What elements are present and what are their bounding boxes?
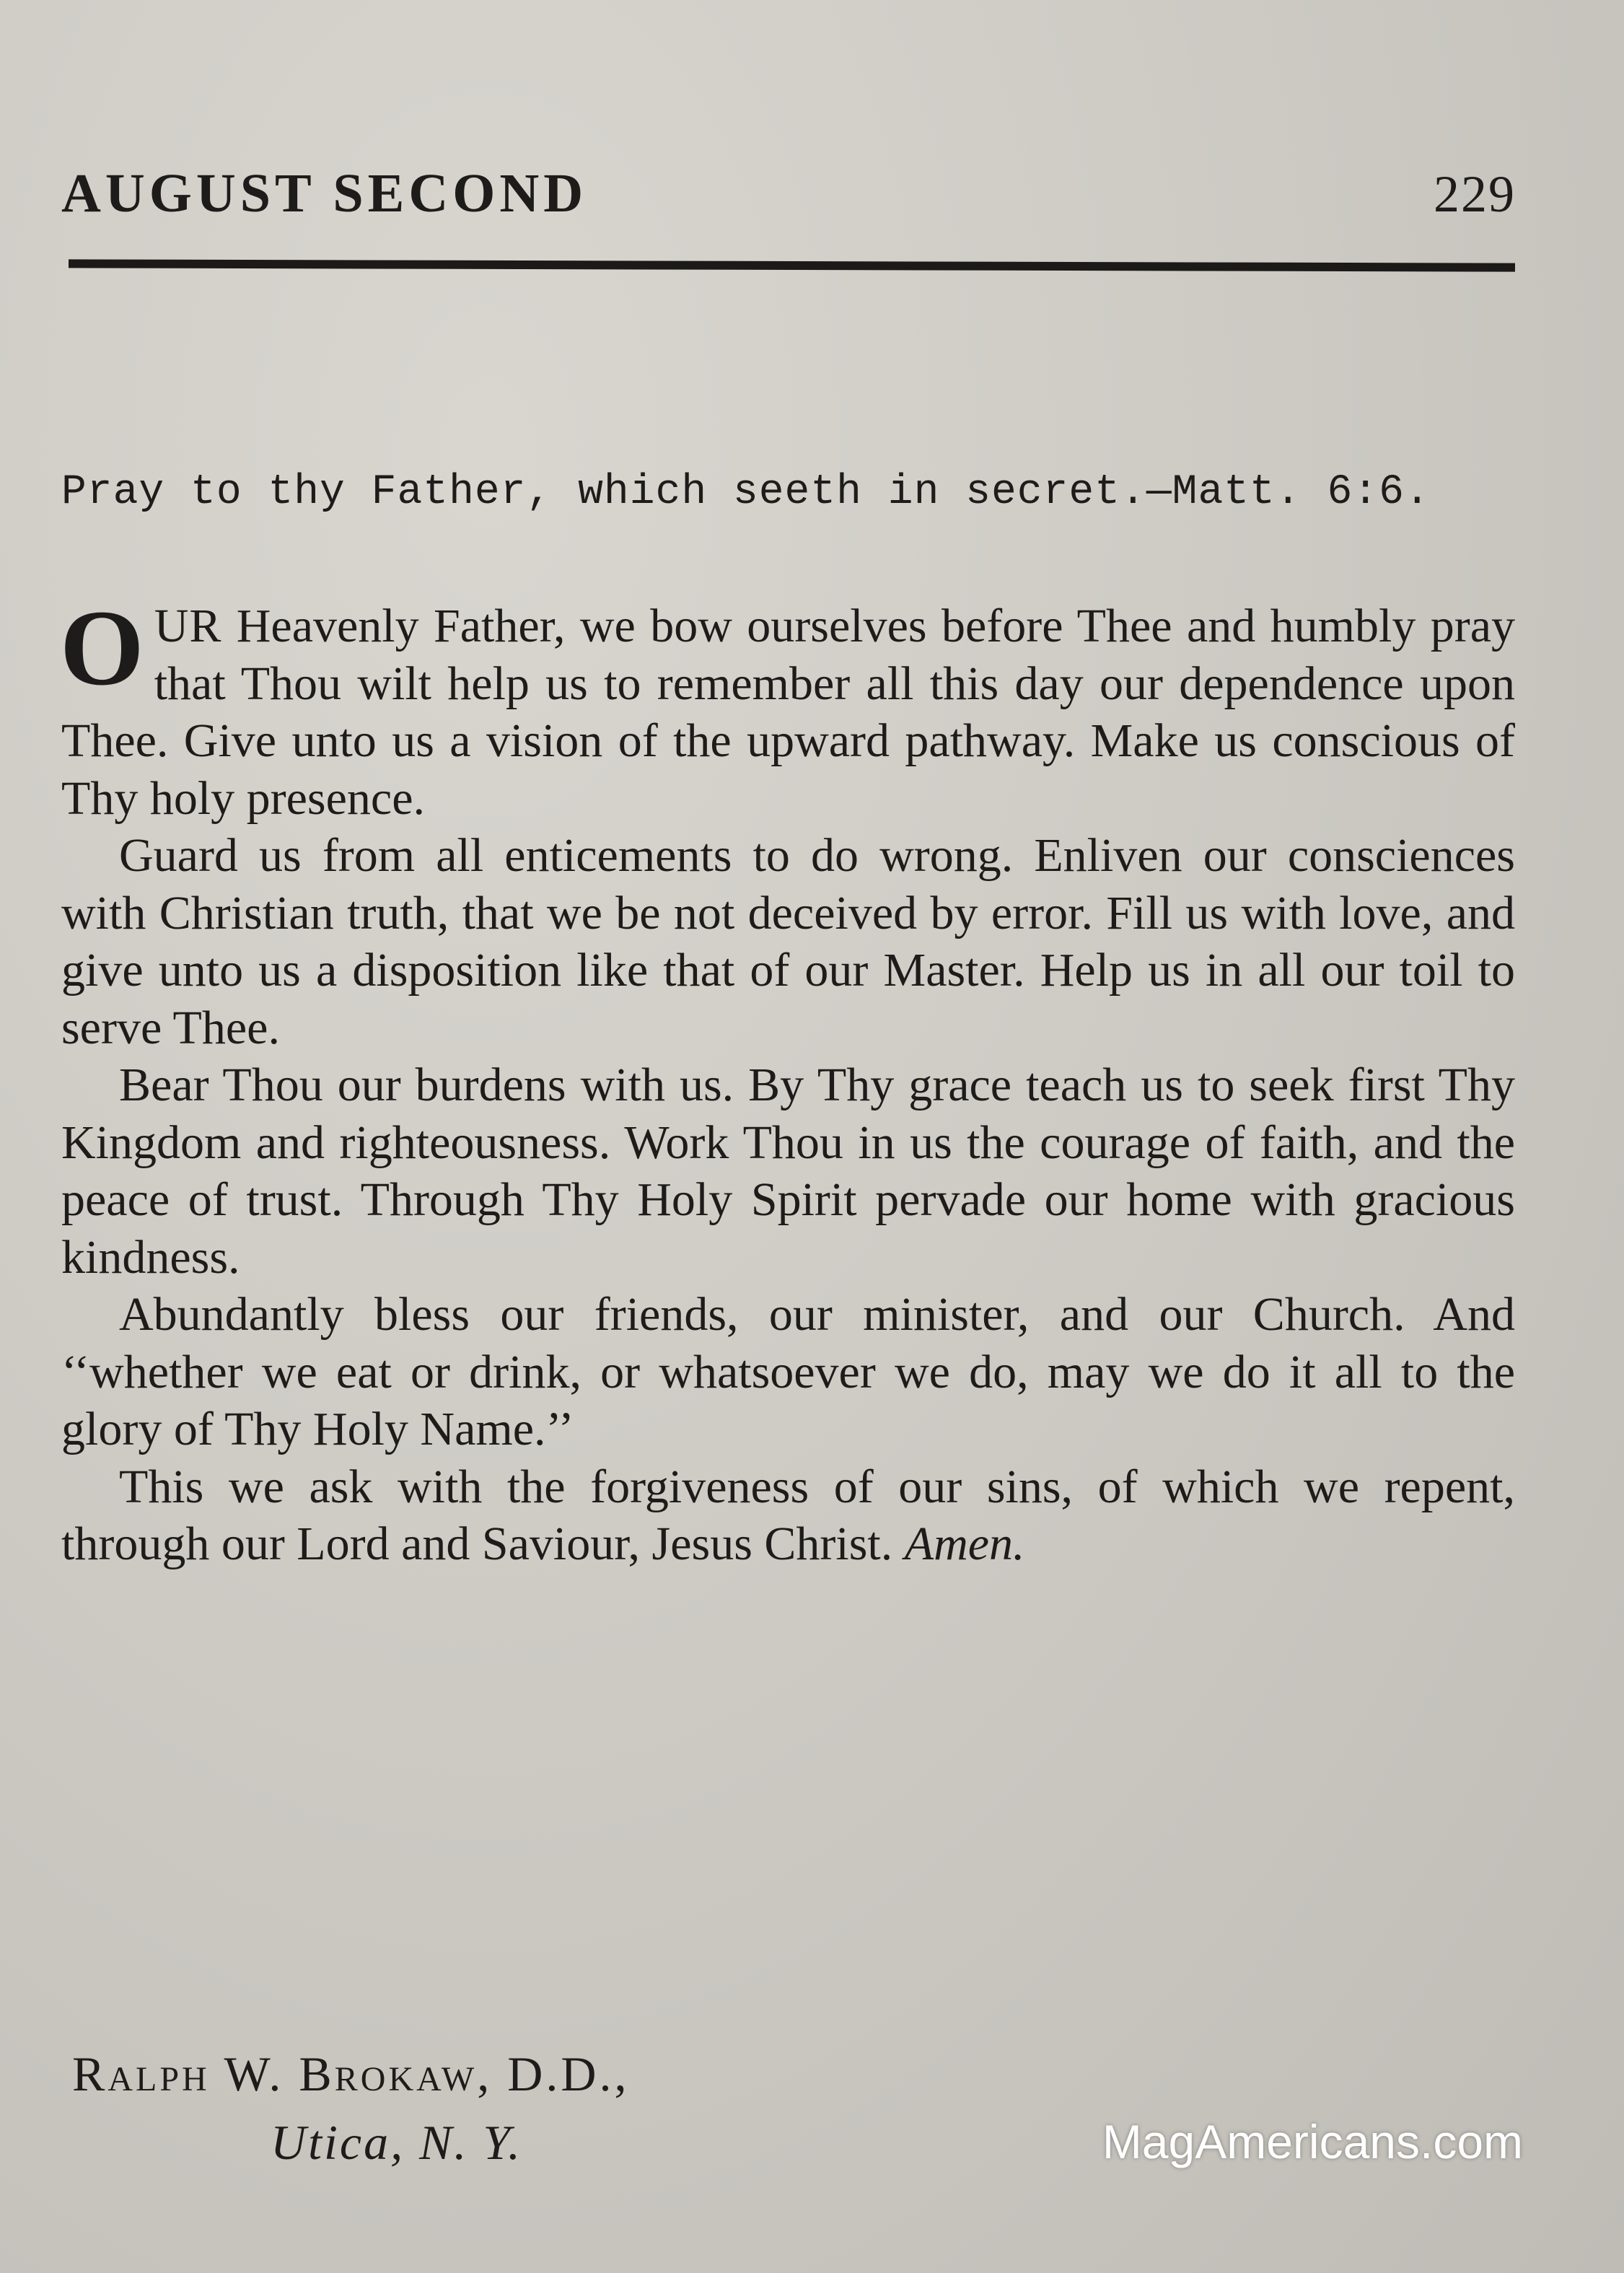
prayer-paragraph-5 [61,1458,1515,1573]
prayer-paragraph-3: Bear Thou our burdens with us. By Thy grace teach us to seek first Thy Kingdom and righteousness. Work Thou in us the courage of faith, and the peace of trust. Through Thy Holy Spirit pervade our home with gracious kindness. [61,1059,1515,1284]
site-watermark: MagAmericans.com [1102,2115,1523,2168]
header-rule [69,259,1515,271]
prayer-paragraph-1 [60,588,1515,827]
amen: Amen. [904,1517,1025,1570]
drop-cap: O [60,588,144,708]
page-number: 229 [1434,165,1516,223]
page-heading: AUGUST SECOND [61,163,588,224]
prayer-paragraph-1-text: Heavenly Father, we bow ourselves before Thee and humbly pray that Thou wilt help us to remember all this day our dependence upon Thee. Give unto us a vision of the upward pathway. Make us conscious of Thy holy presence. [61,600,1515,825]
author-location: Utica, N. Y. [271,2115,523,2170]
prayer-paragraph-4: Abundantly bless our friends, our minister, and our Church. And ‘‘whether we eat or drink, or whatsoever we do, may we do it all to the glory of Thy Holy Name.’’ [61,1288,1515,1455]
prayer-paragraph-2: Guard us from all enticements to do wrong. Enliven our consciences with Christian truth, that we be not deceived by error. Fill us with love, and give unto us a disposition like that of our Master. Help us in all our toil to serve Thee. [61,829,1515,1054]
prayer-paragraph-5-text: This we ask with the forgiveness of our sins, of which we repent, through our Lord and Saviour, Jesus Christ. [61,1460,1515,1570]
prayer-text [60,588,1515,1573]
first-word-caps: UR [154,600,222,652]
scripture-verse: Pray to thy Father, which seeth in secret.—Matt. 6:6. [61,469,1431,516]
author-name: Ralph W. Brokaw, D.D., [72,2046,630,2101]
